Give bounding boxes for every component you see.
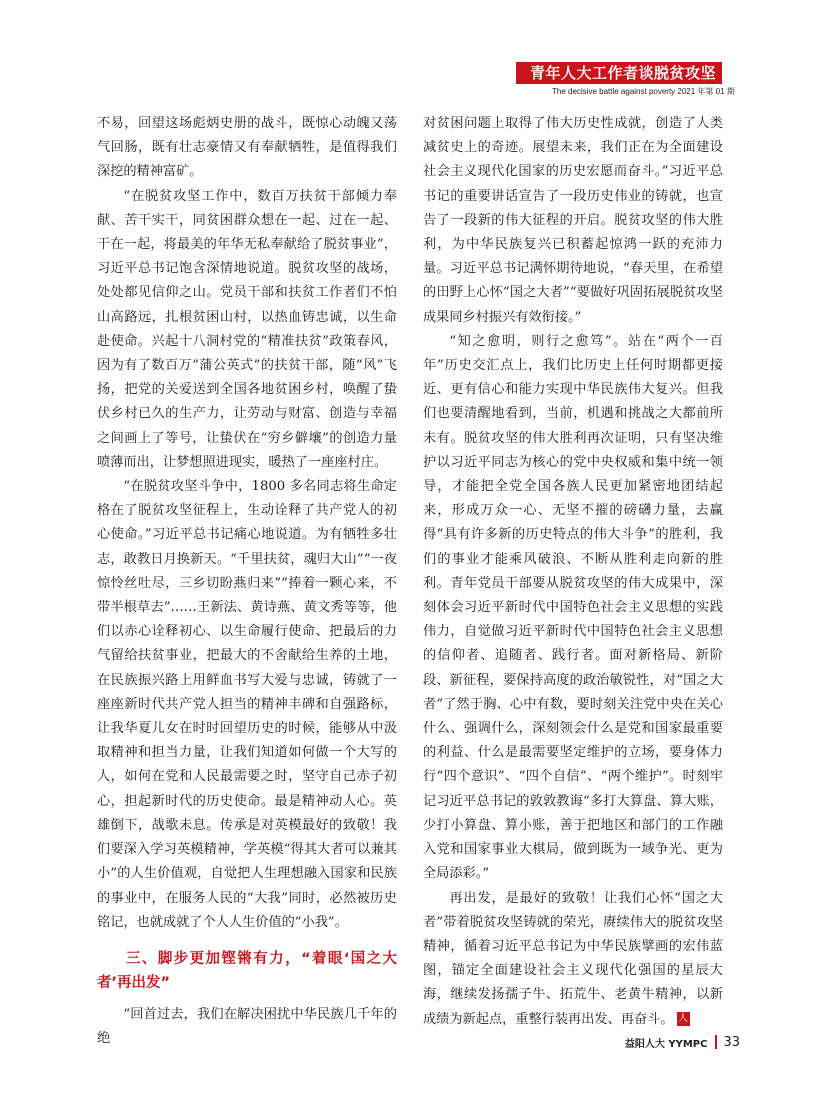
section-heading: 三、脚步更加铿锵有力，“着眼‘国之大者’再出发” (97, 950, 397, 991)
paragraph: “在脱贫攻坚斗争中，1800 多名同志将生命定格在了脱贫攻坚征程上，生动诠释了共产党人的初心使命。”习近平总书记痛心地说道。为有牺牲多壮志，敢教日月换新天。“千里扶贫，魂归大山”“一夜惊怜丝吐尽，三乡切盼燕归来”“捧着一颗心来，不带半根草去”……王新法、黄诗燕、黄文秀等等，他们以赤心诠释初心、以生命履行使命、把最后的力气留给扶贫事业，把最大的不舍献给生养的土地，在民族振兴路上用鲜血书写大爱与忠诚，铸就了一座座新时代共产党人担当的精神丰碑和自强路标，让我华夏儿女在时时回望历史的时候，能够从中汲取精神和担当力量，让我们知道如何做一个大写的人，如何在党和人民最需要之时，坚守自己赤子初心，担起新时代的历史使命。最是精神动人心。英雄倒下，战歌未息。传承是对英模最好的致敬！我们要深入学习英模精神，学英模“得其大者可以兼其小”的人生价值观，自觉把人生理想融入国家和民族的事业中，在服务人民的“大我”同时，必然被历史铭记，也就成就了个人人生价值的“小我”。 (97, 479, 397, 930)
footer-divider (715, 1035, 717, 1049)
page-footer (600, 1034, 740, 1050)
paragraph: 不易，回望这场彪炳史册的战斗，既惊心动魄又荡气回肠，既有壮志豪情又有奉献牺牲，是值得我们深挖的精神富矿。 (97, 116, 397, 180)
left-column (97, 112, 397, 1051)
paragraph: “回首过去，我们在解决困扰中华民族几千年的绝 (97, 1006, 397, 1047)
paragraph-final (423, 887, 723, 1032)
paragraph: “在脱贫攻坚工作中，数百万扶贫干部倾力奉献、苦干实干，同贫困群众想在一起、过在一起、干在一起，将最美的年华无私奉献给了脱贫事业”，习近平总书记饱含深情地说道。脱贫攻坚的战场，处处都见信仰之山。党员干部和扶贫工作者们不怕山高路远，扎根贫困山村，以热血铸忠诚，以生命赴使命。兴起十八洞村党的“精准扶贫”政策春风，因为有了数百万“蒲公英式”的扶贫干部，随“风”飞扬，把党的关爱送到全国各地贫困乡村，唤醒了蛰伏乡村已久的生产力，让劳动与财富、创造与幸福之间画上了等号，让蛰伏在“穷乡僻壤”的创造力量喷薄而出，让梦想照进现实，暖热了一座座村庄。 (97, 188, 397, 470)
issue-subtitle: The decisive battle against poverty 2021 年第 01 期 (552, 87, 735, 96)
paragraph-text: 再出发，是最好的致敬！让我们心怀“国之大者”带着脱贫攻坚铸就的荣光，赓续伟大的脱贫攻坚精神，循着习近平总书记为中华民族擘画的宏伟蓝图，锚定全面建设社会主义现代化强国的星辰大海，继续发扬孺子牛、拓荒牛、老黄牛精神，以新成绩为新起点，重整行装再出发、再奋斗。 (423, 890, 723, 1027)
page-number: 33 (723, 1034, 740, 1050)
column-title: 青年人大工作者谈脱贫攻坚 (516, 62, 722, 84)
right-column (423, 112, 723, 1032)
paragraph: “知之愈明，则行之愈笃”。站在“两个一百年”历史交汇点上，我们比历史上任何时期都更接近、更有信心和能力实现中华民族伟大复兴。但我们也要清醒地看到，当前，机遇和挑战之大都前所未有。脱贫攻坚的伟大胜利再次证明，只有坚决维护以习近平同志为核心的党中央权威和集中统一领导，才能把全党全国各族人民更加紧密地团结起来，形成万众一心、无坚不摧的磅礴力量，去赢得“具有许多新的历史特点的伟大斗争”的胜利，我们的事业才能乘风破浪、不断从胜利走向新的胜利。青年党员干部要从脱贫攻坚的伟大成果中，深刻体会习近平新时代中国特色社会主义思想的实践伟力，自觉做习近平新时代中国特色社会主义思想的信仰者、追随者、践行者。面对新格局、新阶段、新征程，要保持高度的政治敏锐性，对“国之大者”了然于胸、心中有数，要时刻关注党中央在关心什么、强调什么，深刻领会什么是党和国家最重要的利益、什么是最需要坚定维护的立场，要身体力行“四个意识”、“四个自信”、“两个维护”。时刻牢记习近平总书记的敦敦教诲“多打大算盘、算大账，少打小算盘、算小账，善于把地区和部门的工作融入党和国家事业大棋局，做到既为一域争光、更为全局添彩。” (423, 333, 723, 882)
end-mark-icon: 人 (678, 1013, 689, 1025)
magazine-name: 益阳人大 YYMPC (624, 1038, 708, 1050)
paragraph: 对贫困问题上取得了伟大历史性成就，创造了人类减贫史上的奇迹。展望未来，我们正在为全面建设社会主义现代化国家的历史宏愿而奋斗。”习近平总书记的重要讲话宣告了一段历史伟业的铸就，也宣告了一段新的伟大征程的开启。脱贫攻坚的伟大胜利，为中华民族复兴已积蓄起惊鸿一跃的充沛力量。习近平总书记满怀期待地说，“春天里，在希望的田野上心怀“国之大者”“要做好巩固拓展脱贫攻坚成果同乡村振兴有效衔接。” (423, 116, 723, 325)
